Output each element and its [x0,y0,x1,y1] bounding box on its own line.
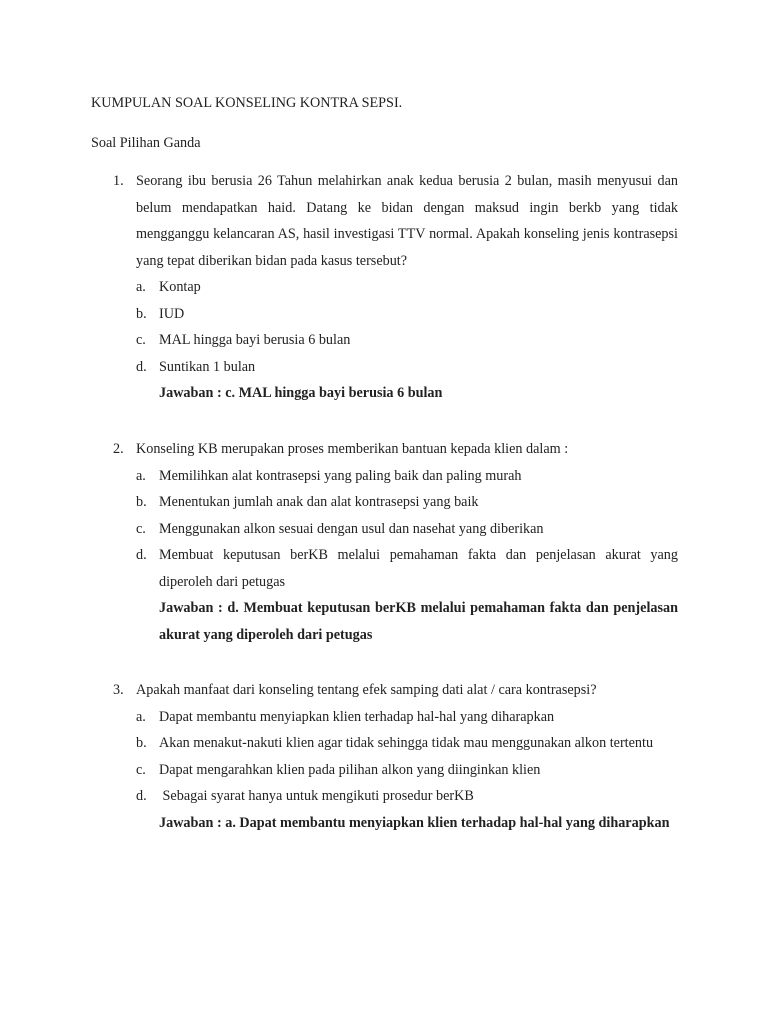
option-text: Menentukan jumlah anak dan alat kontrasepsi yang baik [159,494,479,510]
option-text: Menggunakan alkon sesuai dengan usul dan nasehat yang diberikan [159,520,544,537]
option-d [113,783,678,810]
option-letter: d. [136,358,147,375]
answer-key: Jawaban : c. MAL hingga bayi berusia 6 bulan [159,385,443,401]
question-row [113,436,678,463]
option-text: Dapat mengarahkan klien pada pilihan alkon yang diinginkan klien [159,761,541,778]
option-c [113,516,678,543]
option-d [113,542,678,595]
answer-key: Jawaban : d. Membuat keputusan berKB melalui pemahaman fakta dan penjelasan akurat yang diperoleh dari petugas [159,600,678,643]
option-letter: b. [136,735,147,751]
option-b [113,301,678,328]
answer-key: Jawaban : a. Dapat membantu menyiapkan klien terhadap hal-hal yang diharapkan [159,814,670,831]
option-a [113,704,678,731]
option-letter: b. [136,305,147,322]
question-number: 2. [113,441,124,457]
option-d [113,354,678,381]
option-a [113,463,678,490]
option-c [113,327,678,354]
question-text: Konseling KB merupakan proses memberikan bantuan kepada klien dalam : [136,441,569,457]
option-list [113,274,678,380]
option-letter: c. [136,332,146,348]
section-heading: Soal Pilihan Ganda [91,135,201,151]
option-letter: d. [136,788,147,804]
option-text: Suntikan 1 bulan [159,358,256,375]
question-text: Apakah manfaat dari konseling tentang efek samping dati alat / cara kontrasepsi? [136,682,597,698]
option-letter: c. [136,520,146,537]
option-a [113,274,678,301]
option-text: MAL hingga bayi berusia 6 bulan [159,332,351,348]
option-letter: c. [136,761,146,778]
option-letter: b. [136,494,147,510]
question-2 [113,436,678,648]
question-text: Seorang ibu berusia 26 Tahun melahirkan anak kedua berusia 2 bulan, masih menyusui dan belum mendapatkan haid. Datang ke bidan dengan maksud ingin berkb yang tidak mengganggu kelancaran AS, hasil investigasi TTV normal. Apakah konseling jenis kontrasepsi yang tepat diberikan bidan pada kasus tersebut? [136,173,678,269]
document-title: KUMPULAN SOAL KONSELING KONTRA SEPSI. [91,95,403,111]
option-list [113,463,678,596]
question-row [113,677,678,704]
question-3 [113,677,678,836]
option-letter: a. [136,467,146,484]
question-row [113,168,678,274]
option-letter: a. [136,279,146,295]
option-text: Kontap [159,279,201,295]
question-number: 1. [113,173,124,189]
option-letter: a. [136,708,146,725]
option-text: Akan menakut-nakuti klien agar tidak sehingga tidak mau menggunakan alkon tertentu [159,735,654,751]
question-1 [113,168,678,407]
option-b [113,730,678,757]
option-letter: d. [136,547,147,563]
option-text: Sebagai syarat hanya untuk mengikuti prosedur berKB [159,788,474,804]
question-number: 3. [113,682,124,698]
option-text: IUD [159,305,185,322]
option-list [113,704,678,810]
option-b [113,489,678,516]
option-text: Dapat membantu menyiapkan klien terhadap hal-hal yang diharapkan [159,708,555,725]
option-text: Memilihkan alat kontrasepsi yang paling baik dan paling murah [159,467,522,484]
option-text: Membuat keputusan berKB melalui pemahaman fakta dan penjelasan akurat yang diperoleh dari petugas [159,547,678,590]
option-c [113,757,678,784]
